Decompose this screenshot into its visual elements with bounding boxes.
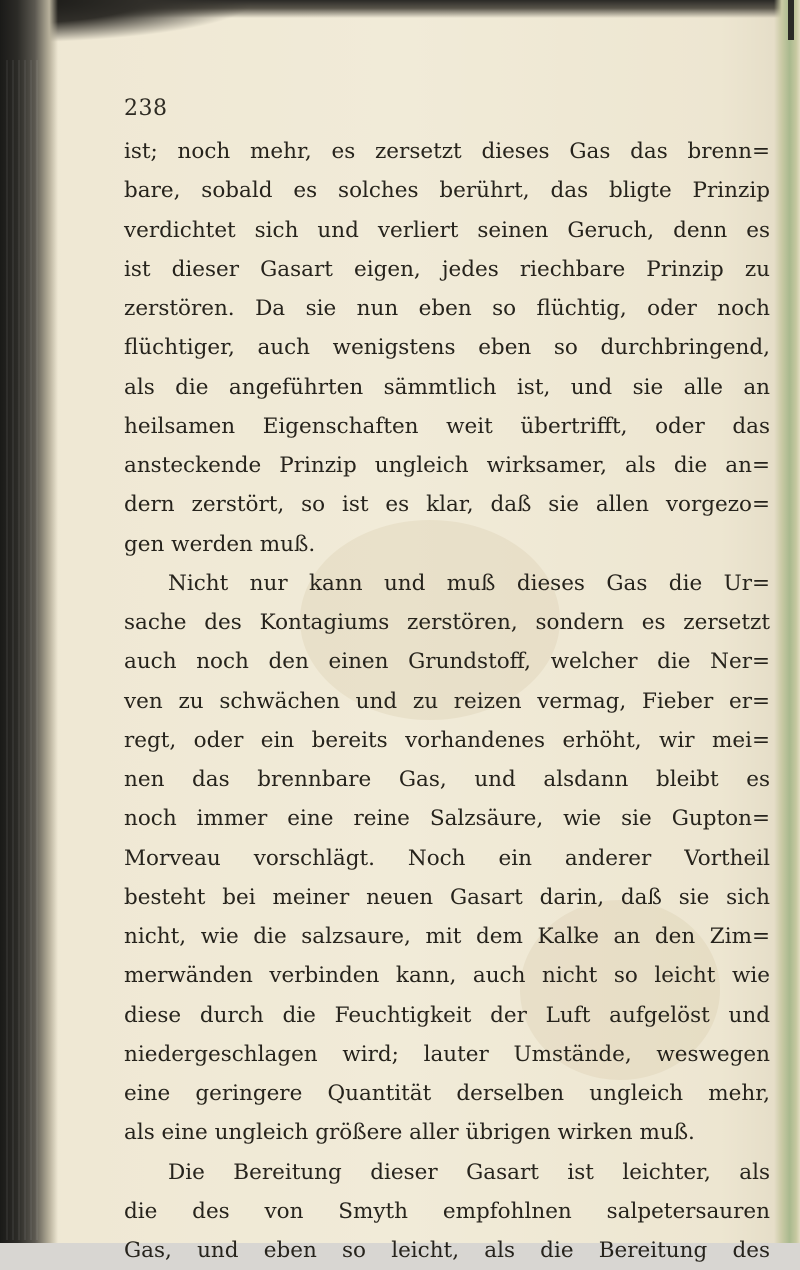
text-line: heilsamen Eigenschaften weit übertrifft, oder das — [124, 413, 770, 439]
text-line: besteht bei meiner neuen Gasart darin, daß sie sich — [124, 884, 770, 910]
text-line: gen werden muß. — [124, 531, 316, 557]
text-line: regt, oder ein bereits vorhandenes erhöht, wir mei= — [124, 727, 770, 753]
page-number: 238 — [124, 96, 168, 121]
text-line: diese durch die Feuchtigkeit der Luft aufgelöst und — [124, 1002, 770, 1028]
text-line: als eine ungleich größere aller übrigen wirken muß. — [124, 1120, 695, 1146]
text-line: noch immer eine reine Salzsäure, wie sie Gupton= — [124, 806, 770, 832]
text-line: ansteckende Prinzip ungleich wirksamer, als die an= — [124, 453, 770, 478]
text-line: eine geringere Quantität derselben ungleich mehr, — [124, 1081, 770, 1106]
text-line: ven zu schwächen und zu reizen vermag, Fieber er= — [124, 688, 770, 714]
scan-edge-mark — [788, 0, 794, 40]
text-line: nicht, wie die salzsaure, mit dem Kalke an den Zim= — [124, 924, 770, 949]
text-line: dern zerstört, so ist es klar, daß sie allen vorgezo= — [124, 492, 770, 518]
text-line: Gas, und eben so leicht, als die Bereitung des — [124, 1238, 770, 1263]
page-right-edge — [774, 0, 800, 1243]
spine-texture — [6, 60, 42, 1240]
text-line: auch noch den einen Grundstoff, welcher die Ner= — [124, 649, 770, 675]
body-text — [124, 132, 770, 1270]
text-line: Morveau vorschlägt. Noch ein anderer Vortheil — [124, 845, 770, 871]
text-line: zerstören. Da sie nun eben so flüchtig, oder noch — [124, 296, 770, 321]
text-line: bare, sobald es solches berührt, das bligte Prinzip — [124, 178, 770, 204]
text-line: verdichtet sich und verliert seinen Geruch, denn es — [124, 217, 770, 243]
text-line: als die angeführten sämmtlich ist, und sie alle an — [124, 374, 770, 400]
text-line: ist; noch mehr, es zersetzt dieses Gas das brenn= — [124, 139, 770, 164]
text-line: Die Bereitung dieser Gasart ist leichter, als — [168, 1159, 770, 1185]
text-line: sache des Kontagiums zerstören, sondern es zersetzt — [124, 610, 770, 635]
text-line: die des von Smyth empfohlnen salpetersauren — [124, 1198, 770, 1224]
text-line: niedergeschlagen wird; lauter Umstände, weswegen — [124, 1041, 770, 1067]
text-line: Nicht nur kann und muß dieses Gas die Ur= — [168, 570, 770, 596]
text-line: merwänden verbinden kann, auch nicht so leicht wie — [124, 963, 770, 989]
text-line: nen das brennbare Gas, und alsdann bleibt es — [124, 767, 770, 792]
text-line: ist dieser Gasart eigen, jedes riechbare Prinzip zu — [124, 256, 770, 282]
text-line: flüchtiger, auch wenigstens eben so durchbringend, — [124, 335, 770, 361]
